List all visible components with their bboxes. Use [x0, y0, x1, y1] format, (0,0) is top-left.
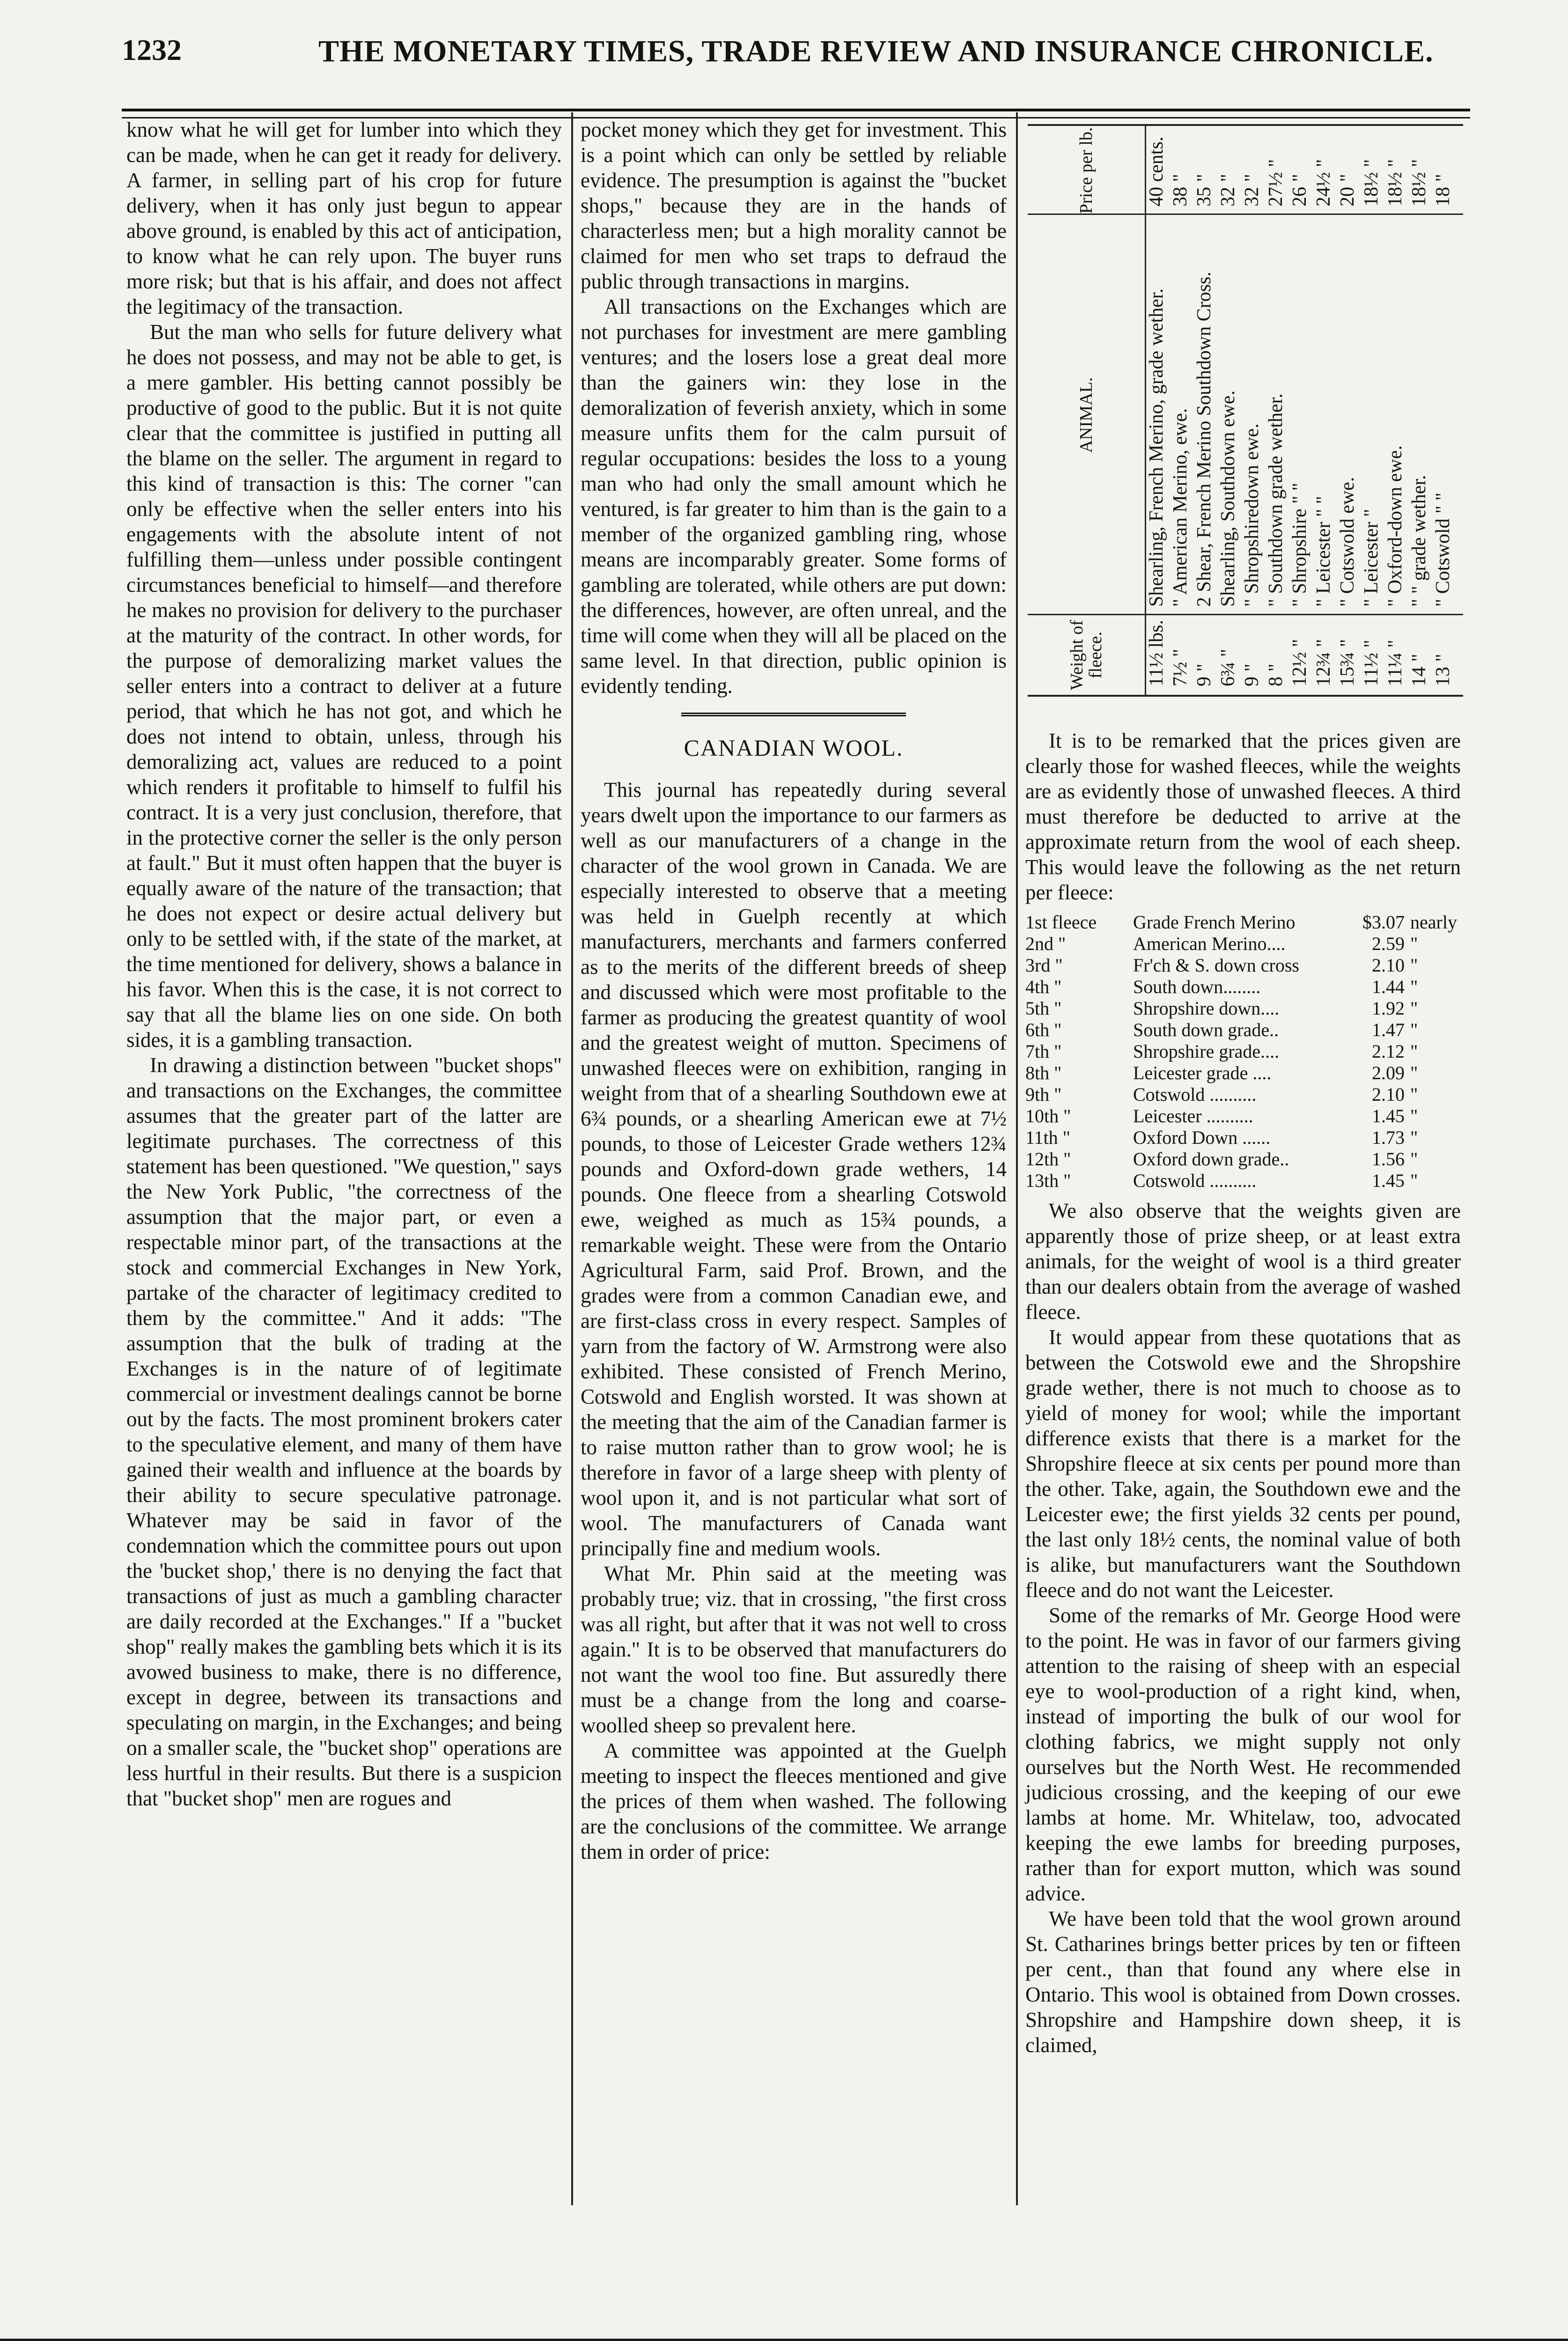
col2-paragraph-3: This journal has repeatedly during several years dwelt upon the importance to our farmers as well as our manufacturers of a change in the character of the wool grown in Canada. We are especially interested to observe that a meeting was held in Guelph recently at which manufacturers, merchants and farmers conferred as to the merits of the different breeds of sheep and discussed which were most profitable to the farmer as producing the greatest quantity of wool and the greatest weight of mutton. Specimens of unwashed fleeces were on exhibition, ranging in weight from that of a shearling Southdown ewe at 6¾ pounds, or a shearling American ewe at 7½ pounds, to those of Leicester Grade wethers 12¾ pounds and Oxford-down grade wethers, 14 pounds. One fleece from a shearling Cotswold ewe, weighed as much as 15¾ pounds, a remarkable weight. These were from the Ontario Agricultural Farm, said Prof. Brown, and the grades were from a common Canadian ewe, and are first-class cross in every respect. Samples of yarn from the factory of W. Armstrong were also exhibited. These consisted of French Merino, Cotswold and English worsted. It was shown at the meeting that the aim of the Canadian farmer is to raise mutton rather than to grow wool; he is therefore in favor of a large sheep with plenty of wool upon it, and is not particular what sort of wool. The manufacturers of Canada want principally fine and medium wools. [581, 778, 1007, 1560]
net-return-value: 1.44 [1372, 976, 1405, 997]
table-cell-animal: " Oxford-down ewe. [1384, 445, 1406, 607]
table-cell-animal: Shearling, French Merino, grade wether. [1146, 288, 1167, 607]
net-return-fleece: 11th " [1025, 1127, 1070, 1148]
net-return-note: " [1410, 1019, 1418, 1040]
table-cell-price: 18½ " [1361, 159, 1382, 206]
header-rule-top [122, 109, 1470, 111]
table-cell-price: 26 " [1289, 174, 1310, 206]
section-title: CANADIAN WOOL. [684, 735, 904, 761]
net-return-list [1025, 912, 1461, 1192]
net-return-note: " [1410, 1084, 1418, 1105]
table-column-animal [1028, 215, 1463, 615]
col2-paragraph-1: pocket money which they get for investment. This is a point which can only be settled by reliable evidence. The presumption is against the "bucket shops," because they are in the hands of characterless men; but a high morality cannot be claimed for men who set traps to defraud the public through transactions in margins. [581, 118, 1007, 293]
net-return-note: " [1410, 1105, 1418, 1126]
table-cell-animal: " Southdown grade wether. [1265, 393, 1287, 607]
col2-paragraph-2: All transactions on the Exchanges which are not purchases for investment are mere gambling ventures; and the losers lose a great deal more than the gainers win: they lose in the demoralization of feverish anxiety, which in some measure unfits them for the calm pursuit of regular occupations: besides the loss to a young man who had only the small amount which he ventured, is far greater to him than is the gain to a member of the organized gambling ring, whose means are incomparably greater. Some forms of gambling are tolerated, while others are put down: the differences, however, are often unreal, and the time will come when they will all be placed on the same level. In that direction, public opinion is evidently tending. [581, 295, 1007, 698]
net-return-fleece: 2nd " [1025, 933, 1066, 954]
net-return-grade: Leicester grade .... [1133, 1062, 1272, 1083]
net-return-note: " [1410, 976, 1418, 997]
table-cell-animal: 2 Shear, French Merino Southdown Cross. [1193, 272, 1215, 607]
net-return-row [1025, 912, 1461, 933]
net-return-fleece: 8th " [1025, 1062, 1062, 1083]
table-cell-weight: 12¾ " [1313, 639, 1334, 686]
net-return-value: 1.45 [1372, 1170, 1405, 1191]
col3-paragraph-3: Some of the remarks of Mr. George Hood were to the point. He was in favor of our farmers giving attention to the raising of sheep with an especial eye to wool-production of a right kind, when, instead of importing the bulk of our wool for clothing fabrics, we might supply not only ourselves but the North West. He recommended judicious crossing, and the keeping of our ewe lambs at home. Mr. Whitelaw, too, advocated keeping the ewe lambs for breeding purposes, rather than for export mutton, which was sound advice. [1025, 1604, 1461, 1905]
section-divider [681, 713, 906, 716]
net-return-grade: Cotswold .......... [1133, 1170, 1257, 1191]
running-head [122, 28, 1470, 84]
net-return-row [1025, 1084, 1461, 1105]
journal-title: THE MONETARY TIMES, TRADE REVIEW AND INSURANCE CHRONICLE. [318, 34, 1434, 68]
table-cell-animal: " Shropshiredown ewe. [1241, 423, 1263, 607]
net-return-grade: South down........ [1133, 976, 1261, 997]
net-return-row [1025, 1041, 1461, 1062]
net-return-row [1025, 955, 1461, 976]
net-return-fleece: 1st fleece [1025, 912, 1097, 933]
column-rule-1 [571, 112, 573, 2205]
net-return-value: 2.59 [1372, 933, 1405, 954]
net-return-fleece: 9th " [1025, 1084, 1062, 1105]
net-return-value: $3.07 [1362, 912, 1405, 933]
col2-paragraph-4: What Mr. Phin said at the meeting was probably true; viz. that in crossing, "the first cross was all right, but after that it was not well to cross again." It is to be observed that manufacturers do not want the wool too fine. But assuredly there must be a change from the long and coarse-woolled sheep so prevalent here. [581, 1562, 1007, 1737]
table-weight-cells [1145, 615, 1455, 695]
wool-price-table [1028, 124, 1463, 697]
table-header-price: Price per lb. [1076, 127, 1096, 214]
table-cell-animal: " Leicester " [1361, 508, 1382, 607]
scan-bottom-edge [0, 2339, 1568, 2341]
net-return-note: " [1410, 1170, 1418, 1191]
table-cell-price: 24½ " [1313, 159, 1334, 206]
table-header-animal: ANIMAL. [1076, 377, 1096, 453]
net-return-grade: Shropshire grade.... [1133, 1041, 1280, 1062]
table-cell-weight: 12½ " [1289, 639, 1310, 686]
table-cell-animal: " " grade wether. [1408, 475, 1430, 607]
net-return-note: " [1410, 955, 1418, 976]
net-return-fleece: 5th " [1025, 998, 1062, 1019]
page-number: 1232 [122, 33, 182, 66]
table-cell-animal: " American Merino, ewe. [1170, 408, 1191, 607]
col3-paragraph-4: We have been told that the wool grown around St. Catharines brings better prices by ten or fifteen per cent., than that found any where else in Ontario. This wool is obtained from Down crosses. Shropshire and Hampshire down sheep, it is claimed, [1025, 1907, 1461, 2057]
net-return-value: 1.47 [1372, 1019, 1405, 1040]
net-return-grade: Cotswold .......... [1133, 1084, 1257, 1105]
table-cell-price: 38 " [1170, 174, 1191, 206]
net-return-row [1025, 1019, 1461, 1041]
net-return-row [1025, 1170, 1461, 1192]
table-cell-weight: 7½ " [1170, 648, 1191, 686]
table-cell-price: 40 cents. [1146, 136, 1167, 206]
table-cell-weight: 11½ " [1361, 640, 1382, 686]
net-return-fleece: 6th " [1025, 1019, 1062, 1040]
table-cell-price: 20 " [1337, 174, 1358, 206]
net-return-note: " [1410, 1041, 1418, 1062]
table-animal-cells [1145, 215, 1455, 615]
column-rule-2 [1016, 112, 1018, 2205]
table-column-weight [1028, 615, 1463, 695]
table-cell-animal: Shearling, Southdown ewe. [1217, 390, 1239, 607]
net-return-fleece: 13th " [1025, 1170, 1071, 1191]
table-cell-price: 18½ " [1384, 159, 1406, 206]
net-return-grade: Grade French Merino [1133, 912, 1296, 933]
table-cell-price: 35 " [1193, 174, 1215, 206]
net-return-note: " [1410, 1148, 1418, 1170]
table-cell-animal: " Cotswold ewe. [1337, 477, 1358, 607]
table-price-cells [1145, 126, 1455, 215]
net-return-value: 2.09 [1372, 1062, 1405, 1083]
table-column-price [1028, 126, 1463, 215]
table-cell-weight: 13 " [1432, 654, 1454, 686]
net-return-grade: Shropshire down.... [1133, 998, 1280, 1019]
wool-price-table-rotated [1028, 126, 1463, 695]
net-return-note: nearly [1410, 912, 1457, 933]
net-return-fleece: 12th " [1025, 1148, 1071, 1170]
table-cell-animal: " Cotswold " " [1432, 493, 1454, 607]
net-return-fleece: 7th " [1025, 1041, 1062, 1062]
net-return-row [1025, 1148, 1461, 1170]
table-cell-weight: 6¾ " [1217, 648, 1239, 686]
table-cell-animal: " Leicester " " [1313, 496, 1334, 607]
net-return-fleece: 10th " [1025, 1105, 1071, 1126]
net-return-row [1025, 1062, 1461, 1084]
net-return-value: 1.92 [1372, 998, 1405, 1019]
table-cell-price: 27½ " [1265, 159, 1287, 206]
net-return-grade: American Merino.... [1133, 933, 1286, 954]
net-return-note: " [1410, 933, 1418, 954]
column-1 [126, 117, 562, 1811]
table-cell-weight: 8 " [1265, 663, 1287, 686]
column-2 [581, 117, 1007, 1864]
net-return-row [1025, 998, 1461, 1019]
col2-paragraph-5: A committee was appointed at the Guelph meeting to inspect the fleeces mentioned and give the prices of them when washed. The following are the conclusions of the committee. We arrange them in order of price: [581, 1739, 1007, 1863]
net-return-row [1025, 1127, 1461, 1148]
net-return-row [1025, 976, 1461, 998]
table-cell-animal: " Shropshire " " [1289, 483, 1310, 607]
net-return-value: 2.10 [1372, 1084, 1405, 1105]
col1-paragraph-1: know what he will get for lumber into which they can be made, when he can get it ready for delivery. A farmer, in selling part of his crop for future delivery, when it has only just begun to appear above ground, is enabled by this act of anticipation, to know what he can rely upon. The buyer runs more risk; but that is his affair, and does not affect the legitimacy of the transaction. [126, 118, 562, 318]
table-cell-price: 32 " [1241, 174, 1263, 206]
net-return-row [1025, 1105, 1461, 1127]
table-cell-weight: 11½ lbs. [1146, 620, 1167, 686]
col1-paragraph-2: But the man who sells for future delivery what he does not possess, and may not be able to get, is a mere gambler. His betting cannot possibly be productive of good to the public. But it is not quite clear that the committee is justified in putting all the blame on the seller. The argument in regard to this kind of transaction is this: The corner "can only be effective when the seller enters into his engagements with the absolute intent of not fulfilling them—unless under possible contingent circumstances beneficial to himself—and therefore he makes no provision for delivery to the purchaser at the maturity of the contract. In other words, for the purpose of demoralizing market values the seller enters into a contract to deliver at a future period, that which he has not got, and which he does not intend to obtain, unless, through his demoralizing act, values are reduced to a point which renders it profitable to himself to fulfil his contract. It is a very just conclusion, therefore, that in the protective corner the seller is the only person at fault." But it must often happen that the buyer is equally aware of the nature of the transaction; that he does not expect or desire actual delivery but only to be settled with, if the state of the market, at the time mentioned for delivery, shows a balance in his favor. When this is the case, it is not correct to say that all the blame lies on one side. On both sides, it is a gambling transaction. [126, 320, 562, 1052]
net-return-value: 2.12 [1372, 1041, 1405, 1062]
table-cell-weight: 9 " [1241, 663, 1263, 686]
table-cell-price: 18½ " [1408, 159, 1430, 206]
table-cell-weight: 11¼ " [1384, 640, 1406, 686]
net-return-note: " [1410, 998, 1418, 1019]
net-return-grade: South down grade.. [1133, 1019, 1279, 1040]
col1-paragraph-3: In drawing a distinction between "bucket shops" and transactions on the Exchanges, the committee assumes that the greater part of the latter are legitimate purchases. The correctness of this statement has been questioned. "We question," says the New York Public, "the correctness of the assumption that the major part, or even a respectable minor part, of the transactions at the stock and commercial Exchanges in New York, partake of the character of legitimacy credited to them by the committee." And it adds: "The assumption that the bulk of trading at the Exchanges is in the nature of of legitimate commercial or investment dealings cannot be borne out by the facts. The most prominent brokers cater to the speculative element, and many of them have gained their wealth and influence at the boards by their ability to secure speculative patronage. Whatever may be said in favor of the condemnation which the committee pours out upon the 'bucket shop,' there is no denying the fact that transactions of just as much a gambling character are daily recorded at the Exchanges." If a "bucket shop" really makes the gambling bets which it is its avowed business to make, there is no difference, except in degree, between its transactions and speculating on margin, in the Exchanges; and being on a smaller scale, the "bucket shop" operations are less hurtful in their results. But there is a suspicion that "bucket shop" men are rogues and [126, 1053, 562, 1810]
col3-intro: It is to be remarked that the prices given are clearly those for washed fleeces, while the weights are as evidently those of unwashed fleeces. A third must therefore be deducted to arrive at the approximate return from the wool of each sheep. This would leave the following as the net return per fleece: [1025, 729, 1461, 904]
net-return-grade: Oxford down grade.. [1133, 1148, 1289, 1170]
table-cell-price: 18 " [1432, 174, 1454, 206]
column-3 [1025, 728, 1461, 2058]
net-return-value: 1.45 [1372, 1105, 1405, 1126]
net-return-note: " [1410, 1127, 1418, 1148]
table-cell-weight: 15¾ " [1337, 639, 1358, 686]
net-return-grade: Fr'ch & S. down cross [1133, 955, 1299, 976]
net-return-fleece: 4th " [1025, 976, 1062, 997]
table-cell-weight: 14 " [1408, 654, 1430, 686]
table-cell-weight: 9 " [1193, 663, 1215, 686]
col3-paragraph-2: It would appear from these quotations that as between the Cotswold ewe and the Shropshire grade wether, there is not much to choose as to yield of money for wool; while the important difference exists that there is a market for the Shropshire fleece at six cents per pound more than the other. Take, again, the Southdown ewe and the Leicester ewe; the first yields 32 cents per pound, the last only 18½ cents, the nominal value of both is alike, but manufacturers want the Southdown fleece and do not want the Leicester. [1025, 1325, 1461, 1602]
net-return-note: " [1410, 1062, 1418, 1083]
col3-paragraph-1: We also observe that the weights given are apparently those of prize sheep, or at least extra animals, for the weight of wool is a third greater than our dealers obtain from the average of washed fleece. [1025, 1199, 1461, 1324]
net-return-grade: Leicester .......... [1133, 1105, 1253, 1126]
table-header-weight: Weight of fleece. [1067, 620, 1105, 690]
net-return-value: 2.10 [1372, 955, 1405, 976]
net-return-grade: Oxford Down ...... [1133, 1127, 1271, 1148]
net-return-row [1025, 933, 1461, 955]
net-return-value: 1.73 [1372, 1127, 1405, 1148]
net-return-fleece: 3rd " [1025, 955, 1063, 976]
table-cell-price: 32 " [1217, 174, 1239, 206]
net-return-value: 1.56 [1372, 1148, 1405, 1170]
